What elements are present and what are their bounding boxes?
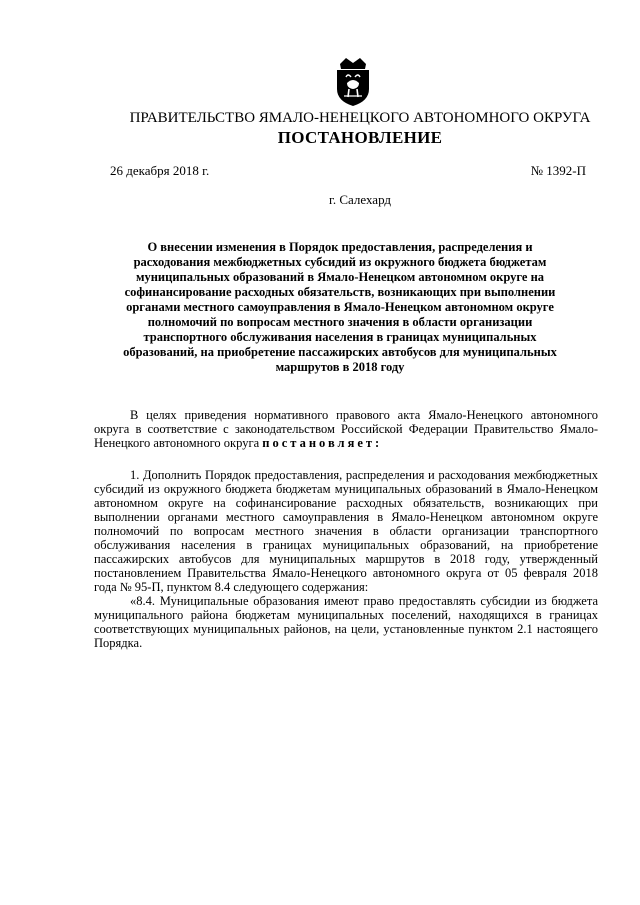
item-1-text: 1. Дополнить Порядок предоставления, распределения и расходования межбюджетных субсидий из окружного бюджета бюджетам муниципальных образований в Ямало-Ненецком автономном округе на софинансирование расходных обязательств, возникающих при выполнении органами местного самоуправления в Ямало-Ненецком автономном округе полномочий по вопросам местного значения в области организации транспортного обслуживания населения в границах муниципальных образований, на приобретение пассажирских автобусов для муниципальных маршрутов в 2018 году, утвержденный постановлением Правительства Ямало-Ненецкого автономного округа от 05 февраля 2018 года № 95-П, пунктом 8.4 следующего содержания: [94,468,598,594]
document-type: ПОСТАНОВЛЕНИЕ [277,128,443,147]
document-date: 26 декабря 2018 г. [110,163,210,178]
item-8-4-quote: «8.4. Муниципальные образования имеют право предоставлять субсидии из бюджета муниципального района бюджетам муниципальных поселений, находящихся в границах соответствующих муниципальных районов, на цели, установленные пунктом 2.1 настоящего Порядка. [94,594,598,650]
preamble [94,408,598,450]
document-title: О внесении изменения в Порядок предоставления, распределения и расходования межбюджетных субсидий из окружного бюджета бюджетам муниципальных образований в Ямало-Ненецком автономном округе на софинансирование расходных обязательств, возникающих при выполнении органами местного самоуправления в Ямало-Ненецком автономном округе полномочий по вопросам местного значения в области организации транспортного обслуживания населения в границах муниципальных образований, на приобретение пассажирских автобусов для муниципальных маршрутов в 2018 году [123,240,557,374]
government-name: ПРАВИТЕЛЬСТВО ЯМАЛО-НЕНЕЦКОГО АВТОНОМНОГО ОКРУГА [129,110,591,126]
document-number: № 1392-П [530,163,586,178]
preamble-paragraph [94,408,598,450]
resolves-word: постановляет: [262,436,383,450]
preamble-text: В целях приведения нормативного правового акта Ямало-Ненецкого автономного округа в соответствие с законодательством Российской Федерации Правительство Ямало-Ненецкого автономного округа [94,408,598,450]
item-1 [94,468,598,650]
coat-of-arms-icon [332,55,374,107]
document-city: г. Салехард [328,192,392,207]
